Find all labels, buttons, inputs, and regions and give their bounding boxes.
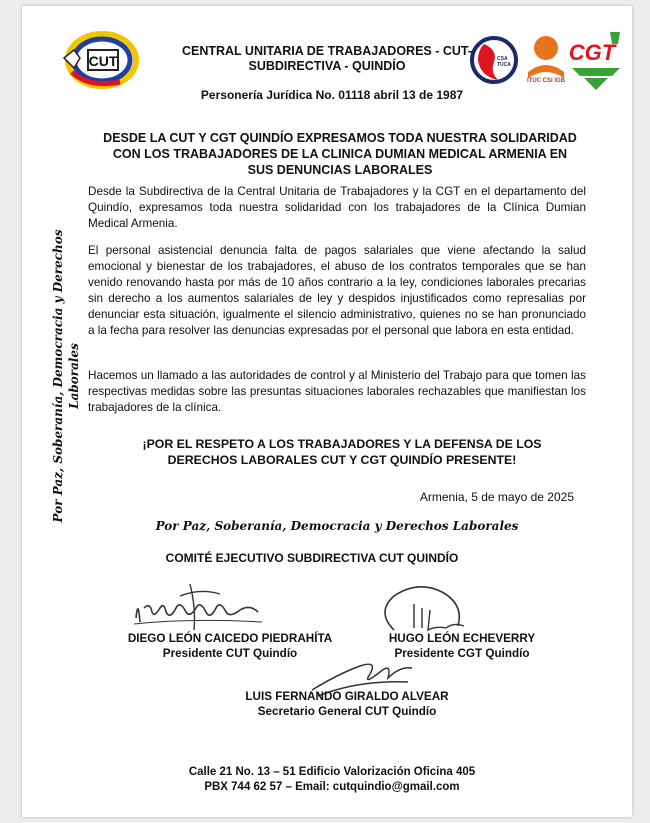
signatory-name: LUIS FERNANDO GIRALDO ALVEAR [245,690,449,703]
committee-title: COMITÉ EJECUTIVO SUBDIRECTIVA CUT QUINDÍO [165,551,459,565]
ituc-logo-text: ITUC CSI IGB [526,78,565,84]
document-page [22,6,632,817]
organization-name [152,44,502,74]
cgt-logo [562,30,628,92]
signatory-name: DIEGO LEÓN CAICEDO PIEDRAHÍTA [127,632,333,645]
organization-name-line1: CENTRAL UNITARIA DE TRABAJADORES - CUT- [181,44,473,58]
signatory-3 [197,689,497,719]
footer-address: Calle 21 No. 13 – 51 Edificio Valorización Oficina 405 [188,766,476,778]
signatory-1 [100,631,360,661]
document-date: Armenia, 5 de mayo de 2025 [419,490,574,504]
signatory-name: HUGO LEÓN ECHEVERRY [388,632,536,645]
organization-name-line2: SUBDIRECTIVA - QUINDÍO [248,59,406,73]
signature-hugo [374,582,484,638]
signatory-role: Presidente CGT Quindío [394,647,530,660]
footer-phone-email: PBX 744 62 57 – Email: cutquindio@gmail.com [204,781,460,793]
slogan: ¡POR EL RESPETO A LOS TRABAJADORES Y LA DEFENSA DE LOS DERECHOS LABORALES CUT Y CGT QUINDÍO PRESENTE! [142,437,542,467]
legal-registration: Personería Jurídica No. 01118 abril 13 de 1987 [200,88,464,102]
footer-contact [142,765,522,795]
signatory-2 [362,631,562,661]
cut-logo [58,28,142,94]
document-title: DESDE LA CUT Y CGT QUINDÍO EXPRESAMOS TODA NUESTRA SOLIDARIDAD CON LOS TRABAJADORES DE LA CLINICA DUMIAN MEDICAL ARMENIA EN SUS DENUNCIAS LABORALES [103,131,577,177]
signatory-role: Presidente CUT Quindío [162,647,298,660]
paragraph-3: Hacemos un llamado a las autoridades de control y al Ministerio del Trabajo para que tomen las respectivas medidas sobre las presuntas situaciones laborales rechazables que manifiestan los trabajadores de la clínica. [88,369,586,414]
csa-logo-text: CSA TUCA [497,56,511,68]
sidebar-motto: Por Paz, Soberanía, Democracia y Derechos Laborales [51,229,81,523]
svg-text:CUT: CUT [88,53,118,69]
svg-text:CGT: CGT [568,40,616,65]
closing-motto: Por Paz, Soberanía, Democracia y Derechos Laborales [155,519,519,533]
paragraph-1: Desde la Subdirectiva de la Central Unitaria de Trabajadores y la CGT en el departamento del Quindío, expresamos toda nuestra solidaridad con los trabajadores de la Clínica Dumian Medical Armenia. [88,185,586,230]
signature-diego [130,578,270,634]
signatory-role: Secretario General CUT Quindío [257,705,437,718]
paragraph-2: El personal asistencial denuncia falta de pagos salariales que viene afectando la salud emocional y bienestar de los trabajadores, el abuso de los contratos temporales que se han venido renovando hasta por más de 10 años contrario a la ley, condiciones laborales precarias sin derecho a los aumentos salariales de ley y despidos injustificados como represalias por denunciar esta situación, igualmente el silencio administrativo, quienes no se han pronunciado a la fecha para resolver las denuncias expresadas por el personal que labora en esta entidad. [88,244,586,337]
